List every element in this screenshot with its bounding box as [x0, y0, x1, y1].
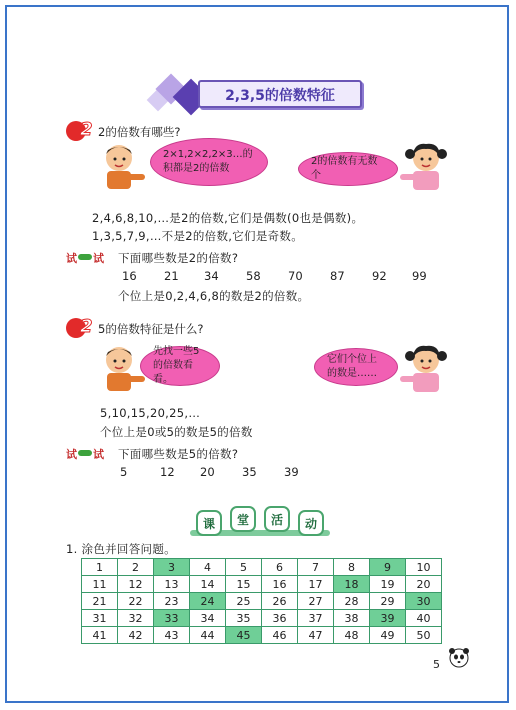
grid-cell[interactable]: 40	[406, 610, 442, 627]
try-question-2: 下面哪些数是5的倍数?	[118, 447, 239, 461]
grid-cell[interactable]: 3	[154, 559, 190, 576]
grid-cell[interactable]: 12	[118, 576, 154, 593]
grid-cell[interactable]: 4	[190, 559, 226, 576]
grid-cell[interactable]: 7	[298, 559, 334, 576]
grid-cell[interactable]: 48	[334, 627, 370, 644]
grid-cell[interactable]: 41	[82, 627, 118, 644]
grid-row	[82, 593, 442, 610]
grid-cell[interactable]: 37	[298, 610, 334, 627]
grid-cell[interactable]: 31	[82, 610, 118, 627]
grid-cell[interactable]: 39	[370, 610, 406, 627]
panda-icon	[447, 646, 471, 668]
odd-numbers-line: 1,3,5,7,9,…不是2的倍数,它们是奇数。	[92, 229, 304, 243]
grid-cell[interactable]: 18	[334, 576, 370, 593]
title-box	[198, 80, 362, 108]
grid-row	[82, 559, 442, 576]
number-item: 5	[120, 465, 128, 479]
grid-cell[interactable]: 44	[190, 627, 226, 644]
grid-cell[interactable]: 5	[226, 559, 262, 576]
activity-char: 课	[196, 510, 222, 536]
grid-cell[interactable]: 34	[190, 610, 226, 627]
grid-cell[interactable]: 30	[406, 593, 442, 610]
number-item: 34	[204, 269, 219, 283]
girl-illustration-icon	[398, 342, 448, 394]
grid-cell[interactable]: 46	[262, 627, 298, 644]
grid-cell[interactable]: 28	[334, 593, 370, 610]
grid-cell[interactable]: 25	[226, 593, 262, 610]
grid-cell[interactable]: 15	[226, 576, 262, 593]
multiples-of-5-line: 5,10,15,20,25,…	[100, 406, 201, 420]
grid-cell[interactable]: 36	[262, 610, 298, 627]
grid-cell[interactable]: 17	[298, 576, 334, 593]
grid-cell[interactable]: 19	[370, 576, 406, 593]
grid-cell[interactable]: 27	[298, 593, 334, 610]
activity-char: 活	[264, 506, 290, 532]
number-item: 92	[372, 269, 387, 283]
activity-char: 堂	[230, 506, 256, 532]
grid-cell[interactable]: 24	[190, 593, 226, 610]
example-number-badge: 2	[66, 318, 96, 338]
page-number: 5	[433, 658, 440, 671]
grid-cell[interactable]: 21	[82, 593, 118, 610]
grid-cell[interactable]: 6	[262, 559, 298, 576]
grid-row	[82, 576, 442, 593]
grid-cell[interactable]: 8	[334, 559, 370, 576]
boy-speech-bubble: 2×1,2×2,2×3…的积都是2的倍数	[150, 138, 268, 186]
grid-cell[interactable]: 13	[154, 576, 190, 593]
example-number-badge: 2	[66, 121, 96, 141]
lesson-title-banner	[150, 76, 370, 112]
grid-row	[82, 610, 442, 627]
grid-cell[interactable]: 29	[370, 593, 406, 610]
question-1: 2的倍数有哪些?	[98, 125, 181, 139]
grid-cell[interactable]: 32	[118, 610, 154, 627]
grid-cell[interactable]: 11	[82, 576, 118, 593]
grid-cell[interactable]: 23	[154, 593, 190, 610]
number-item: 21	[164, 269, 179, 283]
even-numbers-line: 2,4,6,8,10,…是2的倍数,它们是偶数(0也是偶数)。	[92, 211, 364, 225]
grid-cell[interactable]: 45	[226, 627, 262, 644]
girl-speech-bubble: 它们个位上的数是……	[314, 348, 398, 386]
page-title: 2,3,5的倍数特征	[225, 88, 335, 104]
boy-speech-bubble: 先找一些5的倍数看看。	[140, 346, 220, 386]
five-rule-line: 个位上是0或5的数是5的倍数	[100, 425, 253, 439]
try-conclusion-1: 个位上是0,2,4,6,8的数是2的倍数。	[118, 289, 310, 303]
grid-cell[interactable]: 9	[370, 559, 406, 576]
try-question-1: 下面哪些数是2的倍数?	[118, 251, 239, 265]
girl-speech-bubble: 2的倍数有无数个	[298, 152, 398, 186]
number-item: 39	[284, 465, 299, 479]
number-item: 35	[242, 465, 257, 479]
number-item: 87	[330, 269, 345, 283]
grid-cell[interactable]: 47	[298, 627, 334, 644]
number-grid	[81, 558, 442, 644]
activity-char: 动	[298, 510, 324, 536]
grid-cell[interactable]: 35	[226, 610, 262, 627]
grid-cell[interactable]: 14	[190, 576, 226, 593]
grid-cell[interactable]: 26	[262, 593, 298, 610]
grid-cell[interactable]: 42	[118, 627, 154, 644]
grid-cell[interactable]: 22	[118, 593, 154, 610]
question-2: 5的倍数特征是什么?	[98, 322, 204, 336]
number-item: 12	[160, 465, 175, 479]
number-item: 20	[200, 465, 215, 479]
grid-cell[interactable]: 38	[334, 610, 370, 627]
try-it-label: 试 试	[66, 252, 104, 265]
number-item: 16	[122, 269, 137, 283]
activity-task: 1. 涂色并回答问题。	[66, 542, 176, 556]
number-item: 99	[412, 269, 427, 283]
grid-cell[interactable]: 50	[406, 627, 442, 644]
grid-cell[interactable]: 16	[262, 576, 298, 593]
boy-illustration-icon	[97, 140, 147, 190]
grid-cell[interactable]: 49	[370, 627, 406, 644]
number-item: 70	[288, 269, 303, 283]
girl-illustration-icon	[398, 140, 448, 192]
grid-cell[interactable]: 10	[406, 559, 442, 576]
grid-cell[interactable]: 1	[82, 559, 118, 576]
grid-row	[82, 627, 442, 644]
grid-cell[interactable]: 33	[154, 610, 190, 627]
grid-cell[interactable]: 2	[118, 559, 154, 576]
grid-cell[interactable]: 20	[406, 576, 442, 593]
class-activity-header	[190, 504, 330, 540]
grid-cell[interactable]: 43	[154, 627, 190, 644]
try-it-label: 试 试	[66, 448, 104, 461]
number-item: 58	[246, 269, 261, 283]
